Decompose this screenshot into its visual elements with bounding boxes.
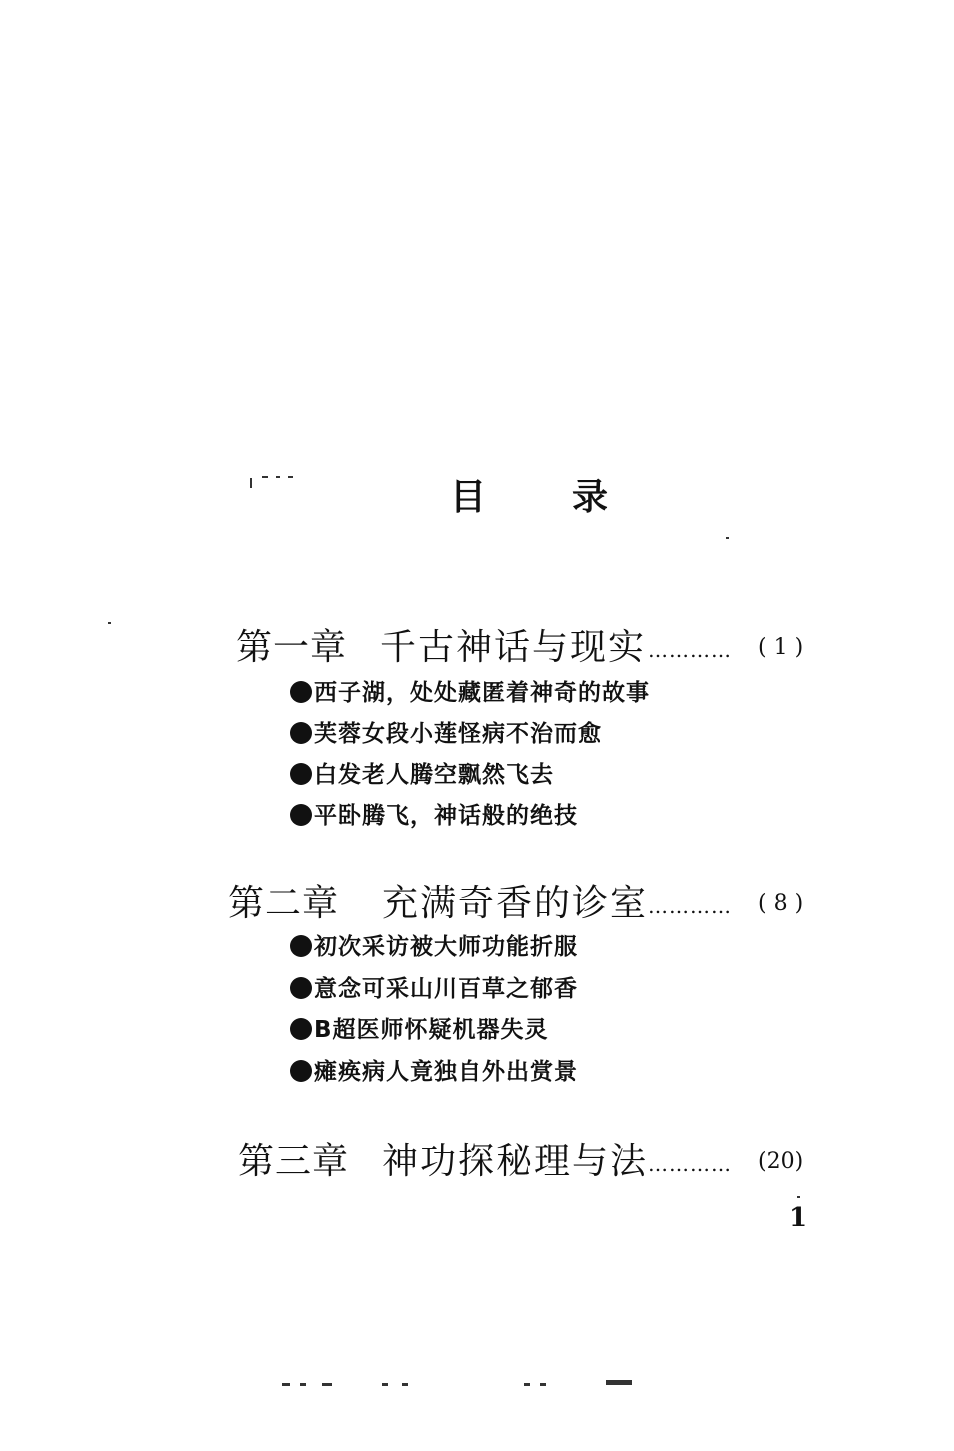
chapter-number: 第一章 xyxy=(236,627,348,668)
scan-speck xyxy=(606,1380,632,1385)
toc-section-item[interactable] xyxy=(290,758,554,792)
scan-speck xyxy=(540,1383,546,1386)
chapter-page-ref: ( 1 ) xyxy=(758,635,804,660)
scan-speck xyxy=(382,1383,388,1386)
scan-speck xyxy=(402,1383,408,1386)
toc-heading-char-2: 录 xyxy=(572,477,609,518)
bullet-icon xyxy=(290,1018,312,1040)
bullet-icon xyxy=(290,935,312,957)
dot-leader: ………… xyxy=(648,638,732,662)
bullet-icon xyxy=(290,763,312,785)
toc-chapter-1[interactable] xyxy=(0,624,954,672)
chapter-number: 第二章 xyxy=(228,883,340,924)
toc-heading xyxy=(0,468,954,528)
chapter-title: 充满奇香的诊室 xyxy=(382,883,649,924)
scan-speck xyxy=(300,1383,306,1386)
chapter-title: 神功探秘理与法 xyxy=(382,1141,649,1182)
section-title: 初次采访被大师功能折服 xyxy=(314,934,578,960)
scan-speck xyxy=(282,1383,290,1386)
chapter-title: 千古神话与现实 xyxy=(380,627,647,668)
bullet-icon xyxy=(290,804,312,826)
section-title: B超医师怀疑机器失灵 xyxy=(314,1017,549,1043)
page-number: 1 xyxy=(789,1203,808,1233)
scan-speck xyxy=(108,622,111,624)
chapter-page-ref: ( 8 ) xyxy=(758,891,804,916)
toc-section-item[interactable] xyxy=(290,799,578,833)
section-title: 意念可采山川百草之郁香 xyxy=(314,976,578,1002)
scan-speck xyxy=(262,476,268,478)
section-title: 西子湖，处处藏匿着神奇的故事 xyxy=(314,680,650,706)
bullet-icon xyxy=(290,977,312,999)
scan-speck xyxy=(288,476,293,478)
toc-section-item[interactable] xyxy=(290,972,578,1006)
scan-speck xyxy=(276,476,280,478)
dot-leader: ………… xyxy=(648,894,732,918)
scan-speck xyxy=(322,1383,332,1386)
toc-section-item[interactable] xyxy=(290,1055,578,1089)
scan-speck xyxy=(250,478,252,488)
scan-speck xyxy=(726,537,729,539)
chapter-page-ref: (20) xyxy=(758,1149,804,1174)
bullet-icon xyxy=(290,1060,312,1082)
bullet-icon xyxy=(290,681,312,703)
bullet-icon xyxy=(290,722,312,744)
scan-speck xyxy=(524,1383,530,1386)
section-title: 瘫痪病人竟独自外出赏景 xyxy=(314,1059,578,1085)
toc-chapter-2[interactable] xyxy=(0,880,954,928)
toc-section-item[interactable] xyxy=(290,717,602,751)
toc-section-item[interactable] xyxy=(290,1013,549,1047)
section-title: 平卧腾飞，神话般的绝技 xyxy=(314,803,578,829)
section-title: 白发老人腾空飘然飞去 xyxy=(314,762,554,788)
scan-speck xyxy=(797,1196,800,1198)
toc-section-item[interactable] xyxy=(290,676,650,710)
section-title: 芙蓉女段小莲怪病不治而愈 xyxy=(314,721,602,747)
chapter-number: 第三章 xyxy=(238,1141,350,1182)
toc-heading-char-1: 目 xyxy=(450,477,487,518)
toc-chapter-3[interactable] xyxy=(0,1138,954,1186)
toc-section-item[interactable] xyxy=(290,930,578,964)
dot-leader: ………… xyxy=(648,1152,732,1176)
